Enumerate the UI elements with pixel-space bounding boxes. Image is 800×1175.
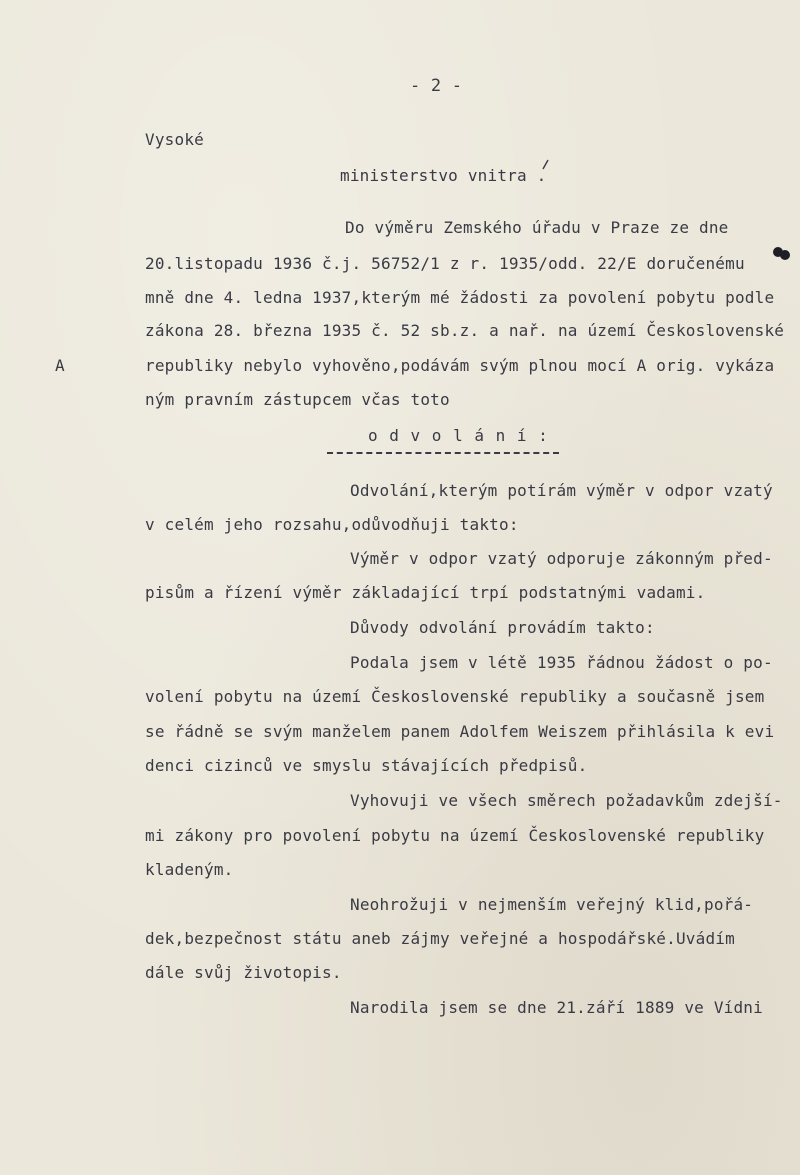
text-line-5: republiky nebylo vyhověno,podávám svým plnou mocí A orig. vykáza — [145, 356, 775, 375]
text-line-20: dek,bezpečnost státu aneb zájmy veřejné a hospodářské.Uvádím — [145, 929, 735, 948]
text-line-12: Podala jsem v létě 1935 řádnou žádost o po- — [350, 653, 773, 672]
handwritten-tick-mark — [540, 158, 550, 170]
text-line-3: mně dne 4. ledna 1937,kterým mé žádosti za povolení pobytu podle — [145, 288, 775, 307]
text-line-16: Vyhovuji ve všech směrech požadavkům zdejší- — [350, 791, 783, 810]
text-line-18: kladeným. — [145, 860, 234, 879]
text-line-2: 20.listopadu 1936 č.j. 56752/1 z r. 1935/odd. 22/E doručenému — [145, 254, 745, 273]
text-line-17: mi zákony pro povolení pobytu na území Československé republiky — [145, 826, 765, 845]
heading-underline — [327, 452, 559, 454]
text-line-7: Odvolání,kterým potírám výměr v odpor vzatý — [350, 481, 773, 500]
text-line-14: se řádně se svým manželem panem Adolfem Weiszem přihlásila k evi — [145, 722, 775, 741]
page-number: - 2 - — [410, 76, 463, 96]
text-line-13: volení pobytu na území Československé republiky a současně jsem — [145, 687, 765, 706]
text-line-9: Výměr v odpor vzatý odporuje zákonným před- — [350, 549, 773, 568]
addressee-line-1: Vysoké — [145, 130, 204, 149]
text-line-10: pisům a řízení výměr základající trpí podstatnými vadami. — [145, 583, 706, 602]
addressee-line-2: ministerstvo vnitra . — [340, 166, 547, 185]
text-line-6: ným pravním zástupcem včas toto — [145, 390, 450, 409]
margin-letter: A — [55, 356, 65, 375]
text-line-4: zákona 28. března 1935 č. 52 sb.z. a nař. na území Československé — [145, 321, 785, 340]
text-line-21: dále svůj životopis. — [145, 963, 342, 982]
text-line-15: denci cizinců ve smyslu stávajících předpisů. — [145, 756, 588, 775]
ink-blot-mark — [770, 244, 794, 262]
text-line-8: v celém jeho rozsahu,odůvodňuji takto: — [145, 515, 519, 534]
text-line-11: Důvody odvolání provádím takto: — [350, 618, 655, 637]
section-heading: o d v o l á n í : — [368, 426, 549, 445]
text-line-22: Narodila jsem se dne 21.září 1889 ve Vídni — [350, 998, 763, 1017]
text-line-1: Do výměru Zemského úřadu v Praze ze dne — [345, 218, 729, 237]
text-line-19: Neohrožuji v nejmenším veřejný klid,pořá- — [350, 895, 754, 914]
